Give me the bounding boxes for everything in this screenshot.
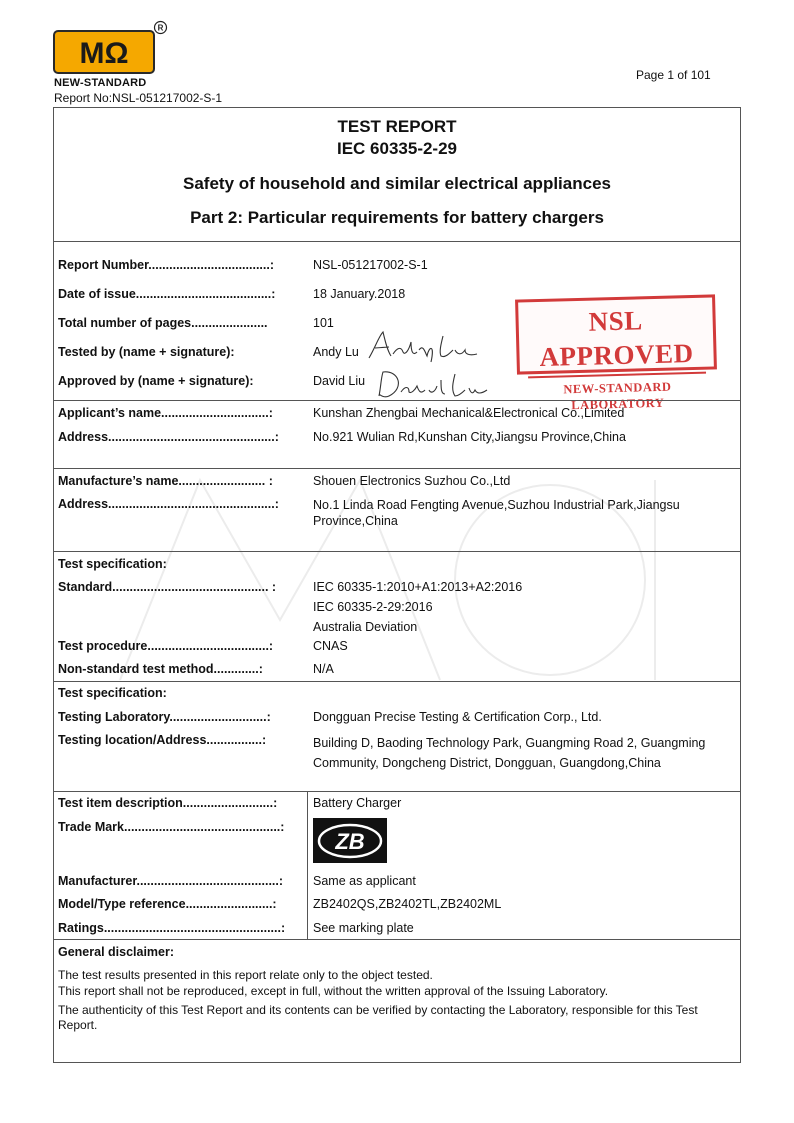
page-number: Page 1 of 101	[636, 68, 711, 82]
approved-by-value: David Liu	[313, 374, 366, 388]
test-spec-heading: Test specification:	[58, 557, 167, 571]
divider	[53, 681, 741, 682]
trade-mark-label: Trade Mark.............................................:	[58, 820, 285, 834]
item-manufacturer-label: Manufacturer.........................................:	[58, 874, 284, 888]
manufacturer-name-label: Manufacture’s name......................... :	[58, 474, 273, 488]
test-procedure-label: Test procedure...................................:	[58, 639, 274, 653]
applicant-name-label: Applicant’s name...............................:	[58, 406, 273, 420]
manufacturer-address-value: No.1 Linda Road Fengting Avenue,Suzhou Industrial Park,Jiangsu Province,China	[313, 498, 680, 528]
lab-spec-heading: Test specification:	[58, 686, 167, 700]
divider	[53, 400, 741, 401]
divider	[53, 939, 741, 940]
disclaimer-line-1: The test results presented in this report relate only to the object tested.	[58, 968, 433, 982]
zb-logo-icon	[313, 818, 387, 863]
report-number-value: NSL-051217002-S-1	[313, 258, 428, 272]
report-number-label: Report Number...................................:	[58, 258, 275, 272]
test-item-description-value: Battery Charger	[313, 796, 402, 810]
divider	[53, 791, 741, 792]
stamp-line-2: NEW-STANDARD LABORATORY	[528, 372, 707, 415]
total-pages-label: Total number of pages......................	[58, 316, 268, 330]
divider	[53, 551, 741, 552]
testing-laboratory-value: Dongguan Precise Testing & Certification Corp., Ltd.	[313, 710, 602, 724]
svg-text:MΩ: MΩ	[79, 37, 129, 70]
manufacturer-name-value: Shouen Electronics Suzhou Co.,Ltd	[313, 474, 511, 488]
standard-value-3: Australia Deviation	[313, 620, 418, 634]
approval-stamp	[515, 294, 717, 413]
column-divider	[307, 791, 308, 939]
testing-laboratory-label: Testing Laboratory............................:	[58, 710, 271, 724]
tested-by-label: Tested by (name + signature):	[58, 345, 235, 359]
date-of-issue-value: 18 January.2018	[313, 287, 406, 301]
item-manufacturer-value: Same as applicant	[313, 874, 416, 888]
report-part-title: Part 2: Particular requirements for battery chargers	[190, 208, 604, 227]
tested-by-signature	[365, 326, 480, 366]
registered-mark-icon	[153, 20, 168, 35]
standard-label: Standard............................................. :	[58, 580, 277, 594]
ratings-label: Ratings...................................................:	[58, 921, 286, 935]
manufacturer-address-label: Address................................................:	[58, 497, 279, 511]
disclaimer-line-2: This report shall not be reproduced, except in full, without the written approval of the Issuing Laboratory.	[58, 984, 609, 998]
applicant-address-label: Address................................................:	[58, 430, 279, 444]
disclaimer-heading: General disclaimer:	[58, 945, 175, 959]
report-subtitle: Safety of household and similar electrical appliances	[183, 174, 611, 193]
testing-location-label: Testing location/Address................:	[58, 733, 267, 747]
approved-by-label: Approved by (name + signature):	[58, 374, 254, 388]
approved-by-signature	[375, 368, 495, 400]
tested-by-value: Andy Lu	[313, 345, 359, 359]
svg-text:ZB: ZB	[335, 829, 365, 854]
test-procedure-value: CNAS	[313, 639, 348, 653]
model-reference-value: ZB2402QS,ZB2402TL,ZB2402ML	[313, 897, 502, 911]
divider	[53, 468, 741, 469]
standard-value-2: IEC 60335-2-29:2016	[313, 600, 433, 614]
total-pages-value: 101	[313, 316, 334, 330]
company-logo	[53, 30, 155, 74]
date-of-issue-label: Date of issue.......................................:	[58, 287, 276, 301]
test-item-description-label: Test item description..........................:	[58, 796, 278, 810]
applicant-name-value: Kunshan Zhengbai Mechanical&Electronical Co.,Limited	[313, 406, 625, 420]
model-reference-label: Model/Type reference.........................:	[58, 897, 277, 911]
mo-logo-icon	[55, 32, 153, 72]
applicant-address-value: No.921 Wulian Rd,Kunshan City,Jiangsu Province,China	[313, 430, 626, 444]
testing-location-value: Building D, Baoding Technology Park, Guangming Road 2, Guangming Community, Dongcheng District, Dongguan, Guangdong,China	[313, 736, 706, 770]
non-standard-method-value: N/A	[313, 662, 334, 676]
standard-title: IEC 60335-2-29	[336, 139, 458, 158]
non-standard-method-label: Non-standard test method.............:	[58, 662, 263, 676]
trade-mark-logo	[313, 818, 387, 863]
stamp-line-1: NSL APPROVED	[539, 305, 694, 373]
svg-text:R: R	[157, 23, 164, 33]
ratings-value: See marking plate	[313, 921, 414, 935]
brand-name: NEW-STANDARD	[54, 77, 147, 89]
report-title: TEST REPORT	[337, 117, 457, 136]
disclaimer-line-3: The authenticity of this Test Report and its contents can be verified by contacting the Laboratory, responsible for this Test Report.	[58, 1003, 698, 1032]
header-report-number: Report No:NSL-051217002-S-1	[54, 91, 223, 105]
divider	[53, 241, 741, 242]
standard-value-1: IEC 60335-1:2010+A1:2013+A2:2016	[313, 580, 523, 594]
